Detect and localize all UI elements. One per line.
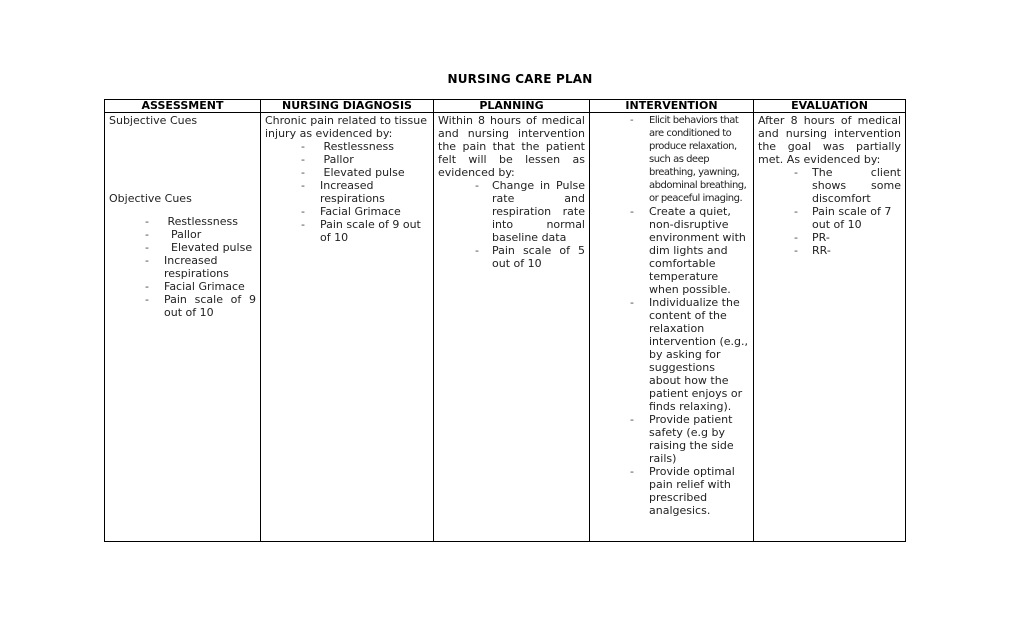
intervention-list	[594, 114, 749, 517]
list-item: - Pain scale of 7 out of 10	[794, 205, 892, 231]
list-item: - Provide optimal pain relief with prescribed analgesics.	[630, 465, 735, 517]
care-plan-table	[104, 99, 906, 542]
column-header-evaluation: EVALUATION	[754, 100, 906, 113]
list-item: - Change in Pulse rate and respiration rate into normal baseline data	[475, 179, 585, 244]
page-title: NURSING CARE PLAN	[447, 72, 593, 86]
list-item: - Facial Grimace	[145, 280, 245, 293]
list-item: - RR-	[794, 244, 831, 257]
objective-cues-heading: Objective Cues	[109, 192, 192, 205]
list-item: - Pallor	[301, 153, 354, 166]
planning-goal: Within 8 hours of medical and nursing intervention the pain that the patient felt will be lessen as evidenced by:	[438, 114, 585, 179]
list-item: - Restlessness	[145, 215, 238, 228]
list-item: - Facial Grimace	[301, 205, 401, 218]
list-item: - Increased respirations	[145, 254, 229, 280]
table-row	[105, 113, 906, 542]
column-header-nursing-diagnosis: NURSING DIAGNOSIS	[261, 100, 434, 113]
nursing-diagnosis-cell	[261, 113, 434, 542]
list-item: - The client shows some discomfort	[794, 166, 901, 205]
table-header-row	[105, 100, 906, 113]
list-item: - PR-	[794, 231, 830, 244]
list-item: - Provide patient safety (e.g by raising the side rails)	[630, 413, 734, 465]
evaluation-evidence-list	[758, 166, 901, 257]
list-item: - Elicit behaviors that are conditioned to produce relaxation, such as deep breathing, yawning, abdominal breathing, or peaceful imaging.	[630, 115, 747, 204]
list-item: - Elevated pulse	[301, 166, 405, 179]
list-item: - Elevated pulse	[145, 241, 253, 254]
list-item: - Pallor	[145, 228, 202, 241]
evaluation-cell	[754, 113, 906, 542]
planning-cell	[434, 113, 590, 542]
list-item: - Pain scale of 9 out of 10	[145, 293, 256, 319]
subjective-cues-heading: Subjective Cues	[109, 114, 198, 127]
list-item: - Individualize the content of the relaxation intervention (e.g., by asking for suggestions about how the patient enjoys or finds relaxing).	[630, 296, 748, 413]
list-item: - Create a quiet, non-disruptive environment with dim lights and comfortable temperature when possible.	[630, 205, 746, 296]
objective-cues-list	[109, 215, 256, 319]
list-item: - Restlessness	[301, 140, 394, 153]
column-header-assessment: ASSESSMENT	[105, 100, 261, 113]
column-header-planning: PLANNING	[434, 100, 590, 113]
column-header-intervention: INTERVENTION	[590, 100, 754, 113]
assessment-cell	[105, 113, 261, 542]
evaluation-statement: After 8 hours of medical and nursing intervention the goal was partially met. As evidenced by:	[758, 114, 901, 166]
diagnosis-statement: Chronic pain related to tissue injury as evidenced by:	[265, 114, 427, 140]
list-item: - Increased respirations	[301, 179, 385, 205]
diagnosis-evidence-list	[265, 140, 429, 244]
planning-outcomes-list	[438, 179, 585, 270]
list-item: - Pain scale of 9 out of 10	[301, 218, 421, 244]
intervention-cell	[590, 113, 754, 542]
list-item: - Pain scale of 5 out of 10	[475, 244, 585, 270]
